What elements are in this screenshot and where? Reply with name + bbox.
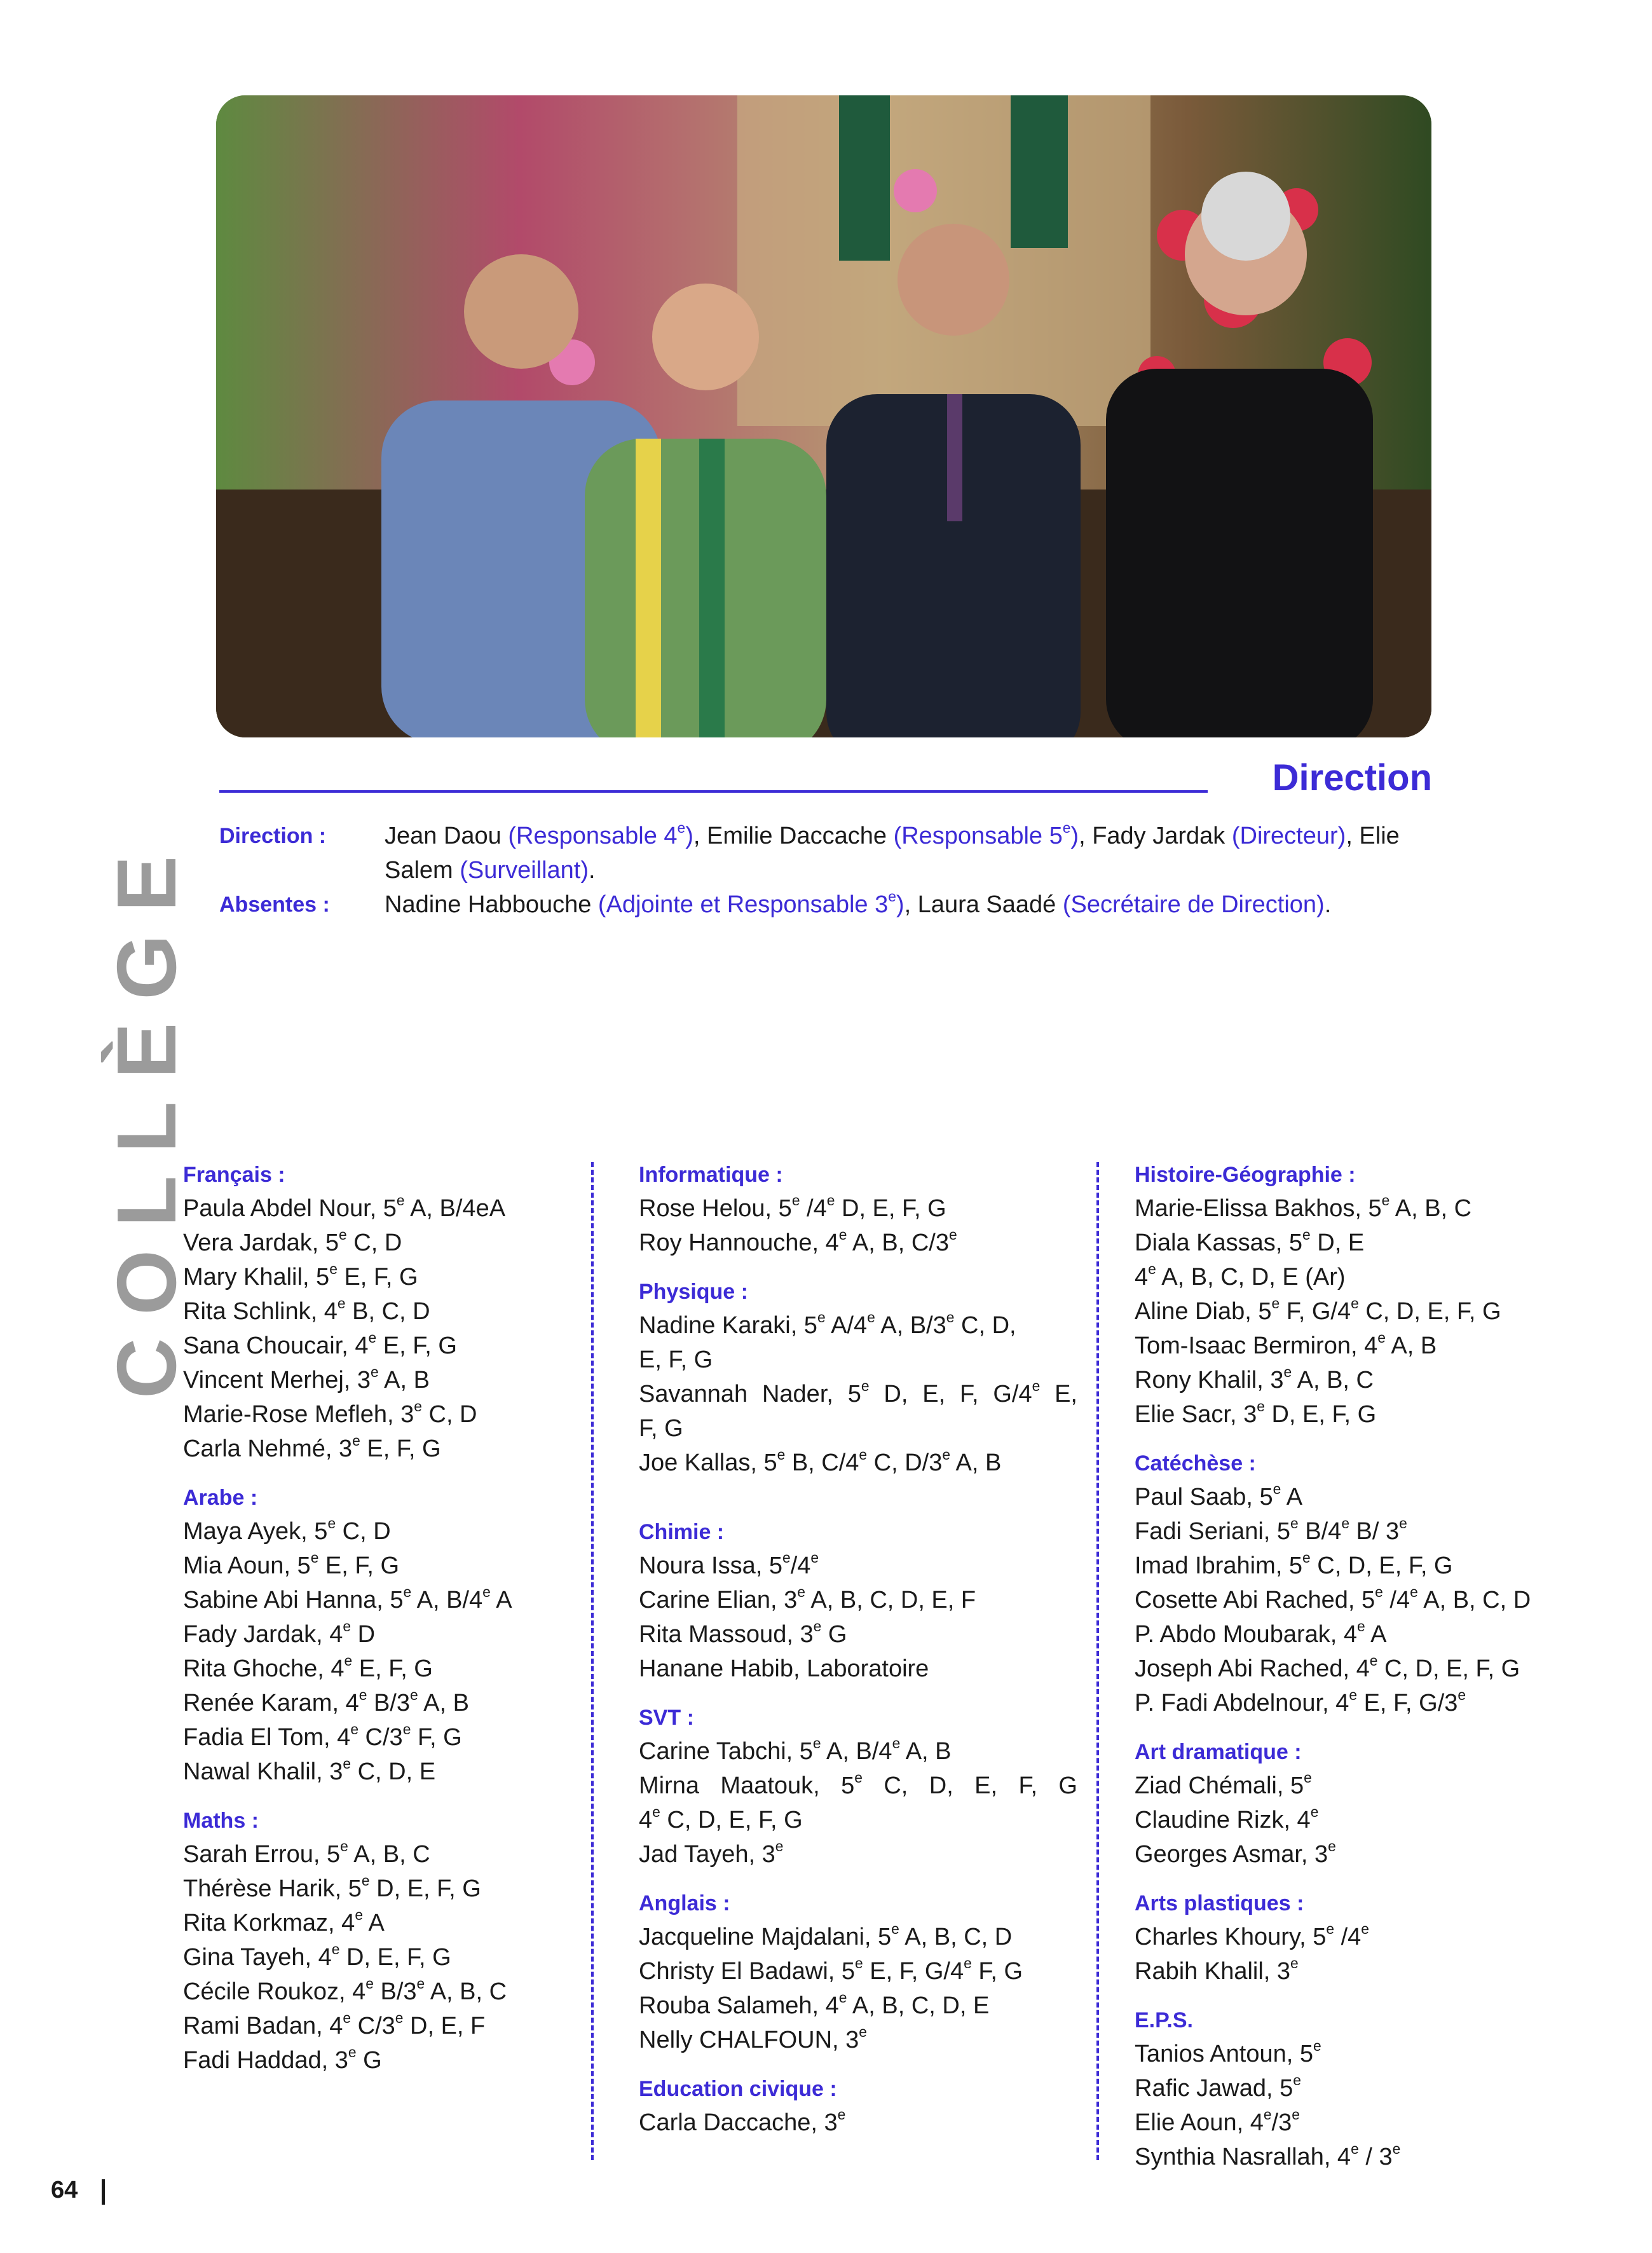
direction-text: Jean Daou (Responsable 4e), Emilie Daccache (Responsable 5e), Fady Jardak (Directeur), Elie Salem (Surveillant). bbox=[385, 819, 1400, 884]
column-separator bbox=[1096, 1162, 1099, 2160]
staff-entry: Sarah Errou, 5e A, B, C bbox=[183, 1837, 430, 1868]
subject-title: Education civique : bbox=[639, 2077, 837, 2101]
group-spacer bbox=[1135, 1720, 1592, 1736]
staff-entry: Sana Choucair, 4e E, F, G bbox=[183, 1329, 457, 1359]
staff-entry: Mary Khalil, 5e E, F, G bbox=[183, 1260, 418, 1291]
staff-entry: Tanios Antoun, 5e bbox=[1135, 2037, 1321, 2067]
staff-entry: Charles Khoury, 5e /4e bbox=[1135, 1920, 1369, 1950]
subject-title: Physique : bbox=[639, 1280, 748, 1304]
subject-title: E.P.S. bbox=[1135, 2008, 1193, 2032]
subject-title: Chimie : bbox=[639, 1520, 725, 1544]
staff-entry: Georges Asmar, 3e bbox=[1135, 1837, 1336, 1868]
staff-entry: Fady Jardak, 4e D bbox=[183, 1617, 376, 1648]
subject-title: Art dramatique : bbox=[1135, 1740, 1302, 1764]
staff-entry: Elie Aoun, 4e/3e bbox=[1135, 2106, 1300, 2136]
staff-entry: Rita Ghoche, 4e E, F, G bbox=[183, 1652, 433, 1682]
staff-entry: Ziad Chémali, 5e bbox=[1135, 1769, 1312, 1799]
subject-title: Arts plastiques : bbox=[1135, 1891, 1304, 1915]
staff-entry: Rose Helou, 5e /4e D, E, F, G bbox=[639, 1191, 946, 1222]
column-separator bbox=[591, 1162, 594, 2160]
staff-entry: Cécile Roukoz, 4e B/3e A, B, C bbox=[183, 1975, 507, 2005]
staff-entry: Carla Nehmé, 3e E, F, G bbox=[183, 1432, 441, 1462]
direction-label: Direction : bbox=[219, 824, 327, 848]
staff-entry: Imad Ibrahim, 5e C, D, E, F, G bbox=[1135, 1549, 1453, 1579]
page-number-bar bbox=[102, 2179, 105, 2205]
staff-entry: Nawal Khalil, 3e C, D, E bbox=[183, 1755, 436, 1785]
absentes-row bbox=[219, 887, 1433, 922]
staff-entry: Maya Ayek, 5e C, D bbox=[183, 1514, 391, 1545]
group-spacer bbox=[639, 1260, 1077, 1275]
staff-entry: Claudine Rizk, 4e bbox=[1135, 1803, 1319, 1833]
staff-entry: Rabih Khalil, 3e bbox=[1135, 1954, 1299, 1985]
staff-entry: Diala Kassas, 5e D, E bbox=[1135, 1226, 1365, 1256]
staff-entry: Carine Tabchi, 5e A, B/4e A, B bbox=[639, 1734, 952, 1765]
group-spacer bbox=[639, 1872, 1077, 1887]
staff-entry: Rony Khalil, 3e A, B, C bbox=[1135, 1363, 1374, 1394]
staff-entry: Tom-Isaac Bermiron, 4e A, B bbox=[1135, 1329, 1437, 1359]
staff-entry: Roy Hannouche, 4e A, B, C/3e bbox=[639, 1226, 957, 1256]
direction-group-photo bbox=[216, 95, 1431, 737]
staff-entry: Nadine Karaki, 5e A/4e A, B/3e C, D, bbox=[639, 1308, 1016, 1339]
staff-entry: P. Fadi Abdelnour, 4e E, F, G/3e bbox=[1135, 1686, 1466, 1716]
subject-title: Français : bbox=[183, 1163, 285, 1187]
staff-entry: Christy El Badawi, 5e E, F, G/4e F, G bbox=[639, 1954, 1023, 1985]
subject-title: Catéchèse : bbox=[1135, 1451, 1256, 1476]
staff-entry: Marie-Rose Mefleh, 3e C, D bbox=[183, 1397, 477, 1428]
staff-entry: Jacqueline Majdalani, 5e A, B, C, D bbox=[639, 1920, 1013, 1950]
staff-entry: Noura Issa, 5e/4e bbox=[639, 1549, 819, 1579]
subject-title: SVT : bbox=[639, 1706, 694, 1730]
staff-entry: Mirna Maatouk, 5e C, D, E, F, G bbox=[639, 1769, 1077, 1799]
group-spacer bbox=[183, 1789, 577, 1804]
staff-entry: Fadi Seriani, 5e B/4e B/ 3e bbox=[1135, 1514, 1407, 1545]
staff-entry: Rafic Jawad, 5e bbox=[1135, 2071, 1301, 2102]
staff-entry: Aline Diab, 5e F, G/4e C, D, E, F, G bbox=[1135, 1294, 1501, 1325]
direction-row bbox=[219, 819, 1433, 887]
subject-title: Anglais : bbox=[639, 1891, 730, 1915]
group-spacer bbox=[183, 1466, 577, 1481]
staff-entry: Nelly CHALFOUN, 3e bbox=[639, 2023, 867, 2053]
staff-entry: Fadia El Tom, 4e C/3e F, G bbox=[183, 1720, 462, 1751]
subject-title: Informatique : bbox=[639, 1163, 783, 1187]
staff-entry: 4e A, B, C, D, E (Ar) bbox=[1135, 1260, 1346, 1291]
staff-entry: E, F, G bbox=[639, 1346, 713, 1373]
group-spacer bbox=[639, 1480, 1077, 1516]
page-number: 64 bbox=[51, 2177, 78, 2203]
staff-entry: Thérèse Harik, 5e D, E, F, G bbox=[183, 1872, 481, 1902]
subject-title: Arabe : bbox=[183, 1486, 258, 1510]
staff-entry: Cosette Abi Rached, 5e /4e A, B, C, D bbox=[1135, 1583, 1531, 1613]
group-spacer bbox=[639, 2057, 1077, 2072]
staff-entry: Hanane Habib, Laboratoire bbox=[639, 1655, 929, 1682]
staff-column-1 bbox=[183, 1158, 577, 2078]
staff-column-2 bbox=[639, 1158, 1077, 2140]
side-title: COLLÈGE bbox=[100, 832, 193, 1399]
staff-entry: P. Abdo Moubarak, 4e A bbox=[1135, 1617, 1387, 1648]
staff-entry: Fadi Haddad, 3e G bbox=[183, 2043, 382, 2074]
staff-column-3 bbox=[1135, 1158, 1592, 2174]
staff-entry: Joe Kallas, 5e B, C/4e C, D/3e A, B bbox=[639, 1446, 1002, 1476]
staff-entry: Mia Aoun, 5e E, F, G bbox=[183, 1549, 400, 1579]
subject-title: Maths : bbox=[183, 1809, 259, 1833]
staff-entry: Renée Karam, 4e B/3e A, B bbox=[183, 1686, 469, 1716]
heading-rule bbox=[219, 790, 1208, 793]
direction-block bbox=[219, 819, 1433, 922]
staff-entry: Vera Jardak, 5e C, D bbox=[183, 1226, 402, 1256]
staff-entry: Carla Daccache, 3e bbox=[639, 2106, 846, 2136]
staff-entry: Carine Elian, 3e A, B, C, D, E, F bbox=[639, 1583, 976, 1613]
staff-entry: Rita Korkmaz, 4e A bbox=[183, 1906, 385, 1936]
staff-entry: Paula Abdel Nour, 5e A, B/4eA bbox=[183, 1191, 506, 1222]
subject-title: Histoire-Géographie : bbox=[1135, 1163, 1356, 1187]
staff-entry: Rouba Salameh, 4e A, B, C, D, E bbox=[639, 1989, 990, 2019]
photo-illustration bbox=[216, 95, 1431, 737]
staff-entry: Gina Tayeh, 4e D, E, F, G bbox=[183, 1940, 451, 1971]
staff-entry: Rita Massoud, 3e G bbox=[639, 1617, 847, 1648]
staff-entry: Jad Tayeh, 3e bbox=[639, 1837, 784, 1868]
staff-entry: Synthia Nasrallah, 4e / 3e bbox=[1135, 2140, 1401, 2170]
group-spacer bbox=[1135, 1989, 1592, 2004]
group-spacer bbox=[639, 1686, 1077, 1701]
section-heading: Direction bbox=[1272, 757, 1432, 798]
group-spacer bbox=[1135, 1872, 1592, 1887]
staff-entry: Elie Sacr, 3e D, E, F, G bbox=[1135, 1397, 1377, 1428]
staff-entry: Vincent Merhej, 3e A, B bbox=[183, 1363, 430, 1394]
absentes-text: Nadine Habbouche (Adjointe et Responsable 3e), Laura Saadé (Secrétaire de Direction). bbox=[385, 887, 1332, 918]
staff-entry: Sabine Abi Hanna, 5e A, B/4e A bbox=[183, 1583, 512, 1613]
staff-entry: Marie-Elissa Bakhos, 5e A, B, C bbox=[1135, 1191, 1472, 1222]
staff-entry: Joseph Abi Rached, 4e C, D, E, F, G bbox=[1135, 1652, 1520, 1682]
staff-entry: Rami Badan, 4e C/3e D, E, F bbox=[183, 2009, 486, 2039]
absentes-label: Absentes : bbox=[219, 893, 330, 917]
staff-entry: Rita Schlink, 4e B, C, D bbox=[183, 1294, 430, 1325]
staff-entry: 4e C, D, E, F, G bbox=[639, 1803, 803, 1833]
group-spacer bbox=[1135, 1432, 1592, 1447]
staff-entry: F, G bbox=[639, 1415, 683, 1442]
staff-entry: Savannah Nader, 5e D, E, F, G/4e E, bbox=[639, 1377, 1077, 1407]
staff-entry: Paul Saab, 5e A bbox=[1135, 1480, 1303, 1510]
